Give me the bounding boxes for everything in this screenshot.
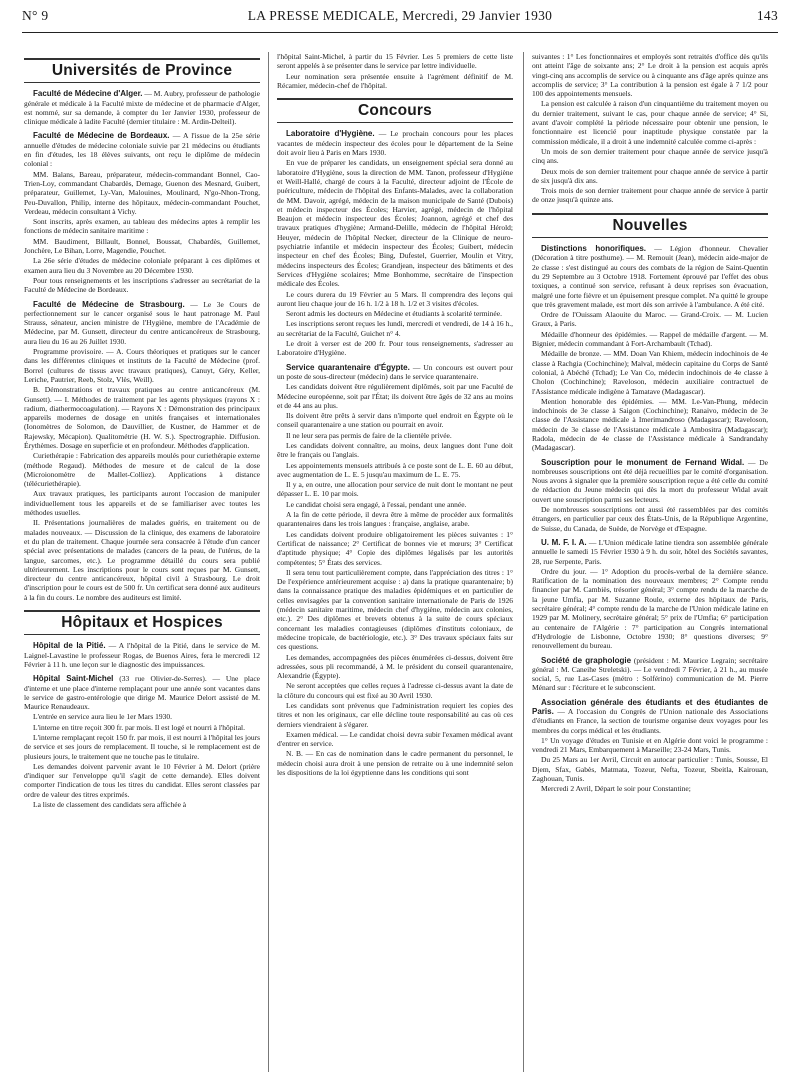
- paragraph: Il ne leur sera pas permis de faire de la clientèle privée.: [286, 430, 452, 440]
- paragraph: II. Présentations journalières de malades guéris, en traitement ou de malades nouveaux. — Discussion de la clinique, des examens de laboratoire et du plan de traitement. Chaque journée sera consacrée à l'étude d'un cancer spécial avec présentations de malades (cancers de la peau, de l'utérus, de la langue, sarcomes, etc.). Le programme détaillé du cours sera publié ultérieurement. Les inscriptions pour le cours sont reçues par M. Gunsett, directeur du centre anticancéreux, hôpital civil à Strasbourg. Le droit d'inscription pour le cours est de 500 fr. Un certificat sera donné aux auditeurs à la fin du cours. Le nombre des auditeurs est limité.: [24, 518, 260, 602]
- paragraph: Il y a, en outre, une allocation pour service de nuit dont le montant ne peut dépasser L. E. 10 par mois.: [277, 480, 513, 499]
- paragraph: Il sera tenu tout particulièrement compte, dans l'appréciation des titres : 1° De l'expérience antérieurement acquise : a) dans la pratique quarantenaire; b) dans la connaissance pratique des maladies épidémiques et en particulier de celles envisagées par la convention sanitaire internationale de Paris de 1926 (médecin sanitaire maritime, médecin chef d'hygiène, médecin aux colonies, etc.). 2° Des diplômes et brevets obtenus à la suite de cours spéciaux concernant les maladies contagieuses (diplômes d'instituts coloniaux, de médecine tropicale, de bactériologie, etc.). 3° Des travaux spéciaux faits sur ces questions.: [277, 567, 513, 652]
- article-heading: Faculté de Médecine d'Alger.: [33, 89, 143, 99]
- article-heading: Faculté de Médecine de Bordeaux.: [33, 131, 170, 141]
- article-heading: Service quarantenaire d'Égypte.: [286, 362, 410, 372]
- column-2: [277, 52, 513, 778]
- article-text: — A l'hôpital de la Pitié, dans le service de M. Laignel-Lavastine le professeur Rogas, de Buenos Aires, fera le mercredi 12 Février à 11 h. une leçon sur le diagnostic des impuissances.: [24, 641, 260, 669]
- article-text: — L'Union médicale latine tiendra son assemblée générale annuelle le samedi 15 Février 1930 à 9 h. du soir, hôtel des Sociétés savantes, 28, rue Serpente, Paris.: [532, 537, 768, 566]
- paragraph: Les appointements mensuels attribués à ce poste sont de L. E. 60 au début, avec augmentation de L. E. 5 jusqu'au maximum de L. E. 75.: [277, 460, 513, 479]
- article-egypte: [277, 363, 513, 382]
- article-heading: Hôpital de la Pitié.: [33, 641, 106, 651]
- paragraph: MM. Balans, Bareau, préparateur, médecin-commandant Bonnel, Cao-Trien-Loy, commandant Chabardès, Demage, Guenon des Mesnard, Guibert, préparateur, Guillemet, Ly-Van, Malouines, Moulinard, N'go-Nhon-Trong, Peu-Duvallon, Philip, interne des hôpitaux, médecin-commandant Pouchet, Verdeau, médecin consultant à Vichy.: [24, 169, 260, 216]
- paragraph: Les candidats doivent produire obligatoirement les pièces suivantes : 1° Certificat de naissance; 2° Certificat de bonnes vie et mœurs; 3° Certificat d'aptitude physique; 4° Copie des diplômes légalisés par les autorités compétentes; 5° États des services.: [277, 529, 513, 567]
- section-title-concours: Concours: [358, 102, 432, 120]
- article-text: — Un concours est ouvert pour un poste de sous-directeur (médecin) dans le service quarantenaire.: [277, 362, 513, 381]
- column-divider: [268, 52, 269, 1072]
- article-text: — Le prochain concours pour les places vacantes de médecin inspecteur des écoles pour le département de la Seine doit avoir lieu à Paris en Mars 1930.: [277, 129, 513, 158]
- article-heading: Société de graphologie: [541, 655, 632, 665]
- article-laboratoire: [277, 129, 513, 157]
- paragraph: Le droit à verser est de 200 fr. Pour tous renseignements, s'adresser au Laboratoire d'Hygiène.: [277, 339, 513, 358]
- paragraph: Un mois de son dernier traitement pour chaque année de service jusqu'à cinq ans.: [532, 146, 768, 166]
- paragraph: L'interne remplaçant reçoit 150 fr. par mois, il est nourri à l'hôpital les jours de service et ses jours de remplacement. Il touche, si le remplacement est de plusieurs jours, le traitement que ne touche pas le titulaire.: [24, 733, 261, 761]
- column-1: [24, 52, 260, 810]
- section-rule: [532, 237, 768, 238]
- article-text: — M. Aubry, professeur de pathologie générale et médicale à la Faculté mixte de médecine et de pharmacie d'Alger, est nommé, sur sa demande, à compter du 1er Janvier 1930, professeur de clinique médicale à ladite Faculté (dernier titulaire : M. Ardin-Delteil).: [24, 89, 260, 127]
- section-rule: [24, 58, 260, 60]
- paragraph: Les demandes, accompagnées des pièces énumérées ci-dessus, doivent être adressées, sous pli recommandé, à M. le président du conseil quarantenaire, Alexandrie (Égypte).: [277, 652, 513, 681]
- paragraph: Les inscriptions seront reçues les lundi, mercredi et vendredi, de 14 à 16 h., au secrétariat de la Faculté, Guichet n° 4.: [277, 319, 513, 338]
- article-heading: Faculté de Médecine de Strasbourg.: [33, 299, 185, 309]
- header-rule: [22, 32, 778, 33]
- article-text: — A l'occasion du Congrès de l'Union nationale des Associations d'étudiants en France, la section de tourisme organise deux voyages pour les membres du corps médical et les étudiants.: [532, 707, 768, 735]
- paragraph: Sont inscrits, après examen, au tableau des médecins aptes à remplir les fonctions de médecin sanitaire maritime :: [24, 217, 260, 236]
- section-rule: [24, 634, 260, 635]
- paragraph: Le cours durera du 19 Février au 5 Mars. Il comprendra des leçons qui auront lieu chaque jour de 16 h. 1/2 à 18 h. 1/2 et 3 visites d'écoles.: [277, 289, 513, 308]
- paragraph: suivantes : 1° Les fonctionnaires et employés sont retraités d'office dès qu'ils ont atteint l'âge de soixante ans; 2° Le droit à la pension est acquis après vingt-cinq ans accomplis de service ou à cinquante ans d'âge après quinze ans accomplis de service; 3° La contribution à la pension est égale à 7 1/2 pour 100 des appointements mensuels.: [532, 52, 768, 99]
- paragraph: Mention honorable des épidémies. — MM. Le-Van-Phung, médecin indochinois de 3e classe à Saigon (Cochinchine); Ranaivo, médecin de 3e classe de l'Assistance médicale à Imerimandroso (Madagascar); Raveloson, médecin de 3e classe de l'Assistance médicale à Ambositra (Madagascar); Radola, médecin de 4e classe de l'Assistance médicale à Sandrandahy (Madagascar).: [532, 396, 768, 453]
- article-heading: Hôpital Saint-Michel: [33, 674, 114, 684]
- section-title-hopitaux: Hôpitaux et Hospices: [61, 614, 223, 632]
- paragraph: Programme provisoire. — A. Cours théoriques et pratiques sur le cancer dans les différentes cliniques et instituts de la Faculté de Médecine (prof. Borrel (cultures de tissus avec travaux pratiques), Canuyt, Géry, Keller, Leriche, Pautrier, Reeb, Stolz, Vlès, Weill).: [24, 347, 260, 384]
- paragraph: N. B. — En cas de nomination dans le cadre permanent du personnel, le médecin choisi aura droit à une pension de retraite ou à une indemnité selon les dispositions de la loi égyptienne dans les conditions qui sont: [277, 749, 513, 778]
- column-3: [532, 52, 768, 795]
- paragraph: La liste de classement des candidats sera affichée à: [33, 800, 187, 810]
- article-text: — Légion d'honneur. Chevalier (Décoration à titre posthume). — M. Remouit (Jean), médecin aide-major de 2e classe : s'est distingué au cours des combats de la région de Saint-Quentin du 29 Septembre au 3 Octobre 1918. Fortement éprouvé par l'effet des obus toxiques, a continué son service, refusant à deux reprises son évacuation, malgré une forte fièvre et un épuisement presque complet. N'a quitté le groupe que très gravement malade, est mort dès son arrivée à l'ambulance. A été cité.: [532, 244, 768, 309]
- paragraph: La pension est calculée à raison d'un cinquantième du traitement moyen ou du dernier traitement, suivant le cas, pour chaque année de service; 4° Si, avant d'avoir complété la période nécessaire pour obtenir une pension, le fonctionnaire est licencié pour inaptitude physique constatée par la commission médicale, il a droit à une indemnité calculée comme ci-après :: [532, 99, 768, 146]
- section-rule: [24, 82, 260, 83]
- paragraph: Deux mois de son dernier traitement pour chaque année de service à partir de six jusqu'à dix ans.: [532, 166, 768, 185]
- page-number: 143: [756, 8, 778, 23]
- paragraph: Leur nomination sera présentée ensuite à l'agrément définitif de M. Récamier, médecin-chef de l'hôpital.: [277, 71, 513, 90]
- paragraph: A la fin de cette période, il devra être à même de procéder aux formalités quarantenaires dans les trois langues : française, anglaise, arabe.: [277, 510, 513, 529]
- article-text: — Le 3e Cours de perfectionnement sur le cancer organisé sous le haut patronage M. Paul Strauss, sénateur, ancien ministre de l'Hygiène, membre de l'Académie de Médecine, par M. Gunsett, directeur du centre anticancéreux de Strasbourg, aura lieu du 16 au 26 Juillet 1930.: [24, 299, 260, 346]
- paragraph: De nombreuses souscriptions ont aussi été rassemblées par des comités étrangers, en particulier par ceux des États-Unis, de la République Argentine, de Suisse, du Canada, de Suède, de Norvège et d'Espagne.: [532, 505, 768, 533]
- paragraph: Mercredi 2 Avril, Départ le soir pour Constantine;: [541, 784, 691, 794]
- paragraph: l'hôpital Saint-Michel, à partir du 15 Février. Les 5 premiers de cette liste seront appelés à se présenter dans le service par lettre individuelle.: [277, 52, 513, 71]
- article-text: (33 rue Olivier-de-Serres). — Une place d'interne et une place d'interne remplaçant pour une année sont vacantes dans le service de gastro-entérologie que dirige M. Maurice Delort assisté de M. Maurice Renaudeaux.: [24, 674, 260, 712]
- article-heading: Distinctions honorifiques.: [541, 244, 647, 254]
- section-rule: [277, 98, 513, 100]
- paragraph: Les candidats sont prévenus que l'administration requiert les copies des titres et non les originaux, car elle décline toute responsabilité au cas où ces derniers viendraient à s'égarer.: [277, 701, 513, 729]
- paragraph: Trois mois de son dernier traitement pour chaque année de service à partir de onze jusqu'à quinze ans.: [532, 186, 768, 205]
- paragraph: Les demandes doivent parvenir avant le 10 Février à M. Delort (prière d'indiquer sur l'enveloppe qu'il s'agit de cette demande). Elles doivent comporter l'indication de tous les titres du candidat. Elles seront classées par ordre de valeur des titres exprimés.: [24, 761, 260, 799]
- article-alger: [24, 89, 260, 126]
- issue-number: N° 9: [22, 8, 49, 23]
- journal-title: LA PRESSE MEDICALE, Mercredi, 29 Janvier 1930: [247, 8, 553, 23]
- paragraph: B. Démonstrations et travaux pratiques au centre anticancéreux (M. Gunsett). — I. Méthodes de traitement par les agents physiques (rayons X : radium, diathermocoagulation). — Rayons X : Démonstration des principaux appareils modernes de dosage en unités françaises et internationales (Ionomètres de Solomon, de Dauvillier, de Kustner, de Hammer et de Rajewsky, Mécapion). Qualitométrie (H. W. S.). Spectrographie. Diffusion. Érythèmes. Dosage en superficie et en profondeur. Méthodes d'application.: [24, 385, 260, 450]
- article-strasbourg: [24, 300, 260, 346]
- article-umfia: [532, 538, 768, 566]
- article-heading: Souscription pour le monument de Fernand Widal.: [541, 457, 745, 467]
- page-header: [22, 4, 778, 26]
- paragraph: Examen médical. — Le candidat choisi devra subir l'examen médical avant d'entrer en service.: [277, 729, 513, 749]
- paragraph: Ils doivent être prêts à servir dans n'importe quel endroit en Égypte où le conseil quarantenaire a une station ou pourrait en avoir.: [277, 411, 513, 430]
- article-souscription: [532, 458, 768, 504]
- article-text: (président : M. Maurice Legrain; secrétaire général : M. Caneihe Streletski). — Le vendredi 7 Février, à 21 h., au musée social, 5, rue Las-Cases (métro : Solférino) communication de M. Pierre Ménard sur : l'écriture et le subconscient.: [532, 655, 768, 693]
- paragraph: L'entrée en service aura lieu le 1er Mars 1930.: [33, 712, 172, 722]
- section-title-universites: Universités de Province: [51, 62, 233, 79]
- column-divider: [523, 52, 524, 1072]
- paragraph: Aux travaux pratiques, les participants auront l'occasion de manipuler individuellement tous les appareils et de se familiariser avec toutes les méthodes usuelles.: [24, 489, 260, 518]
- paragraph: Pour tous renseignements et les inscriptions s'adresser au secrétariat de la Faculté de Médecine de Bordeaux.: [24, 275, 260, 295]
- paragraph: Ordre du jour. — 1° Adoption du procès-verbal de la dernière séance. Ratification de la nomination des nouveaux membres; 2° Compte rendu financier par M. Cambiès, trésorier général; 3° compte rendu de la marche de la jeune Umfia, par M. Suzanne Roule, externe des hôpitaux de Paris, secrétaire général; 4° compte rendu de la marche de l'Union médicale latine en 1929 par M. Molinery, secrétaire général; 5° prix de l'Umfia; 6° participation au centenaire de l'Algérie : 7° participation au Congrès international d'Hydrologie de Lisbonne, Octobre 1930; 8° questions diverses; 9° renouvellement du bureau.: [532, 566, 768, 651]
- paragraph: Du 25 Mars au 1er Avril, Circuit en autocar particulier : Tunis, Sousse, El Djem, Sfax, Gabès, Matmata, Tozeur, Nefta, Tozeur, Sbeitla, Kairouan, Zaghouan, Tunis.: [532, 755, 768, 784]
- section-title-nouvelles: Nouvelles: [612, 216, 688, 234]
- paragraph: Les candidats doivent être régulièrement diplômés, soit par une Faculté de Médecine européenne, soit par l'État; ils doivent être âgés de 32 ans au moins et de 44 ans au plus.: [277, 382, 513, 410]
- paragraph: MM. Baudiment, Billault, Bonnel, Boussat, Chabardès, Guillemet, Jonchère, Le Bihan, Lorre, Magendie, Pouchet.: [24, 236, 260, 256]
- section-rule: [24, 610, 260, 612]
- paragraph: Ordre de l'Ouissam Alaouite du Maroc. — Grand-Croix. — M. Lucien Graux, à Paris.: [532, 310, 768, 329]
- article-graphologie: [532, 656, 768, 693]
- paragraph: Seront admis les docteurs en Médecine et étudiants à scolarité terminée.: [286, 309, 502, 319]
- paragraph: 1° Un voyage d'études en Tunisie et en Algérie dont voici le programme : vendredi 21 Mars, Embarquement à Marseille; 23-24 Mars, Tunis.: [532, 735, 768, 755]
- article-association: [532, 698, 768, 735]
- paragraph: La 26e série d'études de médecine coloniale préparant à ces diplômes et examen aura lieu du 3 Novembre au 20 Décembre 1930.: [24, 256, 260, 275]
- paragraph: Médaille d'honneur des épidémies. — Rappel de médaille d'argent. — M. Bignier, médecin commandant à Fort-Archambault (Tchad).: [532, 329, 768, 349]
- paragraph: Médaille de bronze. — MM. Doan Van Khiem, médecin indochinois de 4e classe à Rachgia (Cochinchine); Malval, médecin capitaine du Corps de Santé colonial, à Abéché (Tchad); Le Van Co, médecin indochinois de 4e classe à Cholon (Cochinchine); Raveloson, médecin auxiliaire contractuel de l'Assistance médicale indigène à Tamatave (Madagascar).: [532, 349, 768, 396]
- section-rule: [532, 213, 768, 215]
- article-heading: Association générale des étudiants et des étudiantes de Paris.: [532, 697, 768, 716]
- article-saint-michel: [24, 674, 260, 711]
- article-text: — A l'issue de la 25e série annuelle d'études de médecine coloniale suivie par 21 médecins ou étudiants en fin d'études, les 18 élèves suivants, ont reçu le diplôme de médecin colonial :: [24, 131, 260, 169]
- paragraph: Ne seront acceptées que celles reçues à l'adresse ci-dessus avant la date de la clôture du concours qui est fixé au 30 Avril 1930.: [277, 681, 513, 700]
- article-distinctions: [532, 244, 768, 309]
- paragraph: Les candidats doivent connaître, au moins, deux langues dont l'une doit être le français ou l'anglais.: [277, 440, 513, 460]
- article-text: — De nombreuses souscriptions ont été déjà recueillies par le comité d'organisation. Nous avons à signaler que la première souscription reçue a été celle du comité de rédaction du Jeune médecin qui dès la mort du professeur Widal avait ouvert une souscription parmi ses lecteurs.: [532, 457, 768, 504]
- paragraph: Le candidat choisi sera engagé, à l'essai, pendant une année.: [286, 499, 467, 509]
- section-rule: [277, 122, 513, 123]
- article-bordeaux: [24, 131, 260, 168]
- article-heading: U. M. F. I. A.: [541, 537, 587, 547]
- paragraph: Curiethérapie : Fabrication des appareils moulés pour curiethérapie externe (méthode Regaud). Méthodes de mesure et de calcul de la dose (Microionomètre de Mallet-Colliez). Applications à distance (télécuriethérapie).: [24, 451, 260, 489]
- article-pitie: [24, 641, 260, 669]
- paragraph: En vue de préparer les candidats, un enseignement spécial sera donné au laboratoire d'Hygiène, sous la direction de MM. Tanon, professeur d'Hygiène et Weill-Hallé, chargé de cours à la Faculté, directeur adjoint de l'École de puériculture, médecin de l'hôpital des Enfants-Malades, avec la collaboration de MM. Davoir, agrégé, médecin de la maison municipale de Santé (Dubois) et médecin inspecteur des Écoles; Harvier, agrégé, médecin de l'hôpital Beaujon et médecin inspecteur des Écoles; Joannon, agrégé et chef des travaux pratiques d'hygiène; Armand-Delille, médecin de l'hôpital Hérold; Heuyer, médecin de l'hôpital Necker, directeur de la Clinique de neuro-psychiatrie infantile et médecin inspecteur des Écoles; Guibert, médecin inspecteur en chef des Écoles; Bing, Dufestel, Guerrier, Moulin et Vitry, médecins inspecteurs des Écoles; Grandjean, inspecteur des bâtiments et des Services d'Hygiène scolaires; Mme Bonhomme, secrétaire de l'inspection médicale des Écoles.: [277, 158, 513, 289]
- paragraph: L'interne en titre reçoit 300 fr. par mois. Il est logé et nourri à l'hôpital.: [33, 722, 246, 732]
- article-heading: Laboratoire d'Hygiène.: [286, 129, 375, 139]
